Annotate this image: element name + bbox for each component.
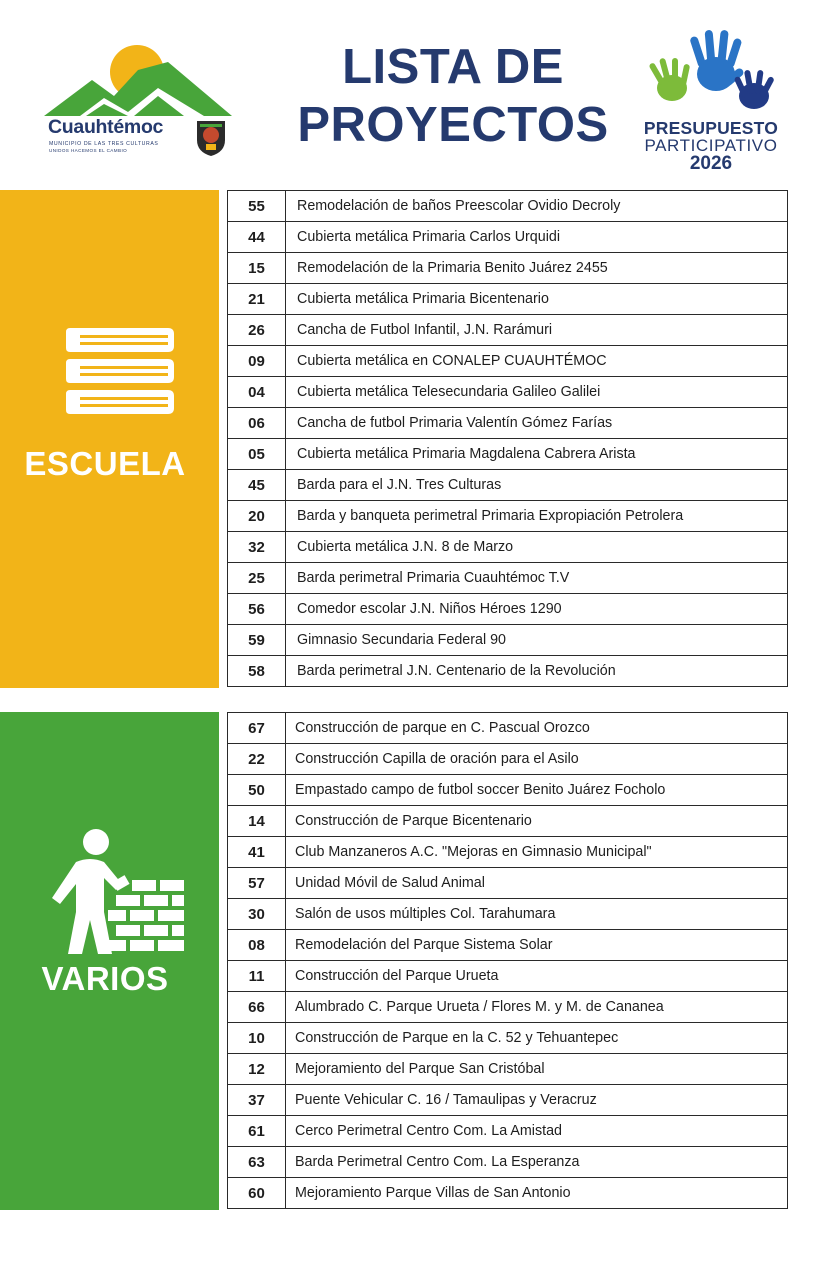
project-name: Cancha de futbol Primaria Valentín Gómez Farías — [297, 415, 613, 431]
table-row — [228, 775, 787, 806]
project-number: 05 — [228, 439, 286, 469]
table-row — [228, 656, 787, 687]
table-row — [228, 992, 787, 1023]
project-number: 58 — [228, 656, 286, 686]
table-row — [228, 284, 787, 315]
project-number: 15 — [228, 253, 286, 283]
presupuesto-participativo-logo — [630, 30, 800, 180]
table-row — [228, 868, 787, 899]
worker-building-wall-icon — [46, 828, 190, 956]
table-row — [228, 837, 787, 868]
project-name: Barda para el J.N. Tres Culturas — [297, 477, 502, 493]
project-name: Unidad Móvil de Salud Animal — [295, 875, 485, 891]
table-row — [228, 377, 787, 408]
table-row — [228, 501, 787, 532]
table-row — [228, 1023, 787, 1054]
table-row — [228, 532, 787, 563]
table-row — [228, 315, 787, 346]
table-row — [228, 1054, 787, 1085]
municipal-shield-icon — [194, 118, 228, 158]
table-row — [228, 346, 787, 377]
participativo-label: PARTICIPATIVO — [644, 136, 778, 155]
project-name: Cancha de Futbol Infantil, J.N. Rarámuri — [297, 322, 553, 338]
project-name: Barda perimetral Primaria Cuauhtémoc T.V — [297, 570, 570, 586]
table-row — [228, 1147, 787, 1178]
table-row — [228, 713, 787, 744]
table-row — [228, 1116, 787, 1147]
project-number: 60 — [228, 1178, 286, 1208]
project-number: 12 — [228, 1054, 286, 1084]
project-number: 41 — [228, 837, 286, 867]
project-number: 04 — [228, 377, 286, 407]
table-row — [228, 930, 787, 961]
project-number: 67 — [228, 713, 286, 743]
project-number: 08 — [228, 930, 286, 960]
table-row — [228, 1085, 787, 1116]
hands-icon — [630, 30, 800, 116]
escuela-side-panel — [0, 190, 219, 688]
table-row — [228, 253, 787, 284]
project-name: Cubierta metálica J.N. 8 de Marzo — [297, 539, 514, 555]
table-row — [228, 470, 787, 501]
project-name: Barda Perimetral Centro Com. La Esperanza — [295, 1154, 580, 1170]
project-number: 55 — [228, 191, 286, 221]
varios-label: VARIOS — [41, 960, 169, 997]
project-number: 14 — [228, 806, 286, 836]
project-number: 30 — [228, 899, 286, 929]
project-name: Remodelación de la Primaria Benito Juárez 2455 — [297, 260, 608, 276]
presupuesto-label: PRESUPUESTO — [643, 118, 779, 138]
project-name: Cerco Perimetral Centro Com. La Amistad — [295, 1123, 562, 1139]
brand-tagline: MUNICIPIO DE LAS TRES CULTURAS — [49, 141, 159, 147]
title-line-1: LISTA DE — [342, 40, 564, 94]
project-number: 11 — [228, 961, 286, 991]
project-name: Puente Vehicular C. 16 / Tamaulipas y Veracruz — [295, 1092, 597, 1108]
project-name: Mejoramiento del Parque San Cristóbal — [295, 1061, 545, 1077]
project-number: 56 — [228, 594, 286, 624]
project-number: 45 — [228, 470, 286, 500]
project-name: Construcción del Parque Urueta — [295, 968, 499, 984]
project-number: 09 — [228, 346, 286, 376]
table-row — [228, 439, 787, 470]
mountains-sun-icon — [44, 40, 234, 120]
project-name: Salón de usos múltiples Col. Tarahumara — [295, 906, 556, 922]
project-number: 63 — [228, 1147, 286, 1177]
escuela-projects-table — [227, 190, 788, 687]
project-number: 50 — [228, 775, 286, 805]
project-name: Empastado campo de futbol soccer Benito Juárez Focholo — [295, 782, 666, 798]
table-row — [228, 222, 787, 253]
brand-tagline-secondary: UNIDOS HACEMOS EL CAMBIO — [49, 148, 128, 153]
table-row — [228, 408, 787, 439]
project-name: Construcción de parque en C. Pascual Orozco — [295, 720, 590, 736]
year-label: 2026 — [689, 153, 733, 174]
project-number: 10 — [228, 1023, 286, 1053]
project-name: Barda perimetral J.N. Centenario de la Revolución — [297, 663, 616, 679]
project-number: 06 — [228, 408, 286, 438]
project-number: 59 — [228, 625, 286, 655]
table-row — [228, 594, 787, 625]
table-row — [228, 899, 787, 930]
project-name: Cubierta metálica en CONALEP CUAUHTÉMOC — [297, 353, 607, 369]
project-name: Cubierta metálica Primaria Bicentenario — [297, 291, 549, 307]
table-row — [228, 191, 787, 222]
project-name: Remodelación de baños Preescolar Ovidio Decroly — [297, 198, 621, 214]
project-name: Cubierta metálica Primaria Magdalena Cabrera Arista — [297, 446, 636, 462]
varios-side-panel — [0, 712, 219, 1210]
table-row — [228, 625, 787, 656]
project-number: 61 — [228, 1116, 286, 1146]
project-name: Cubierta metálica Telesecundaria Galileo Galilei — [297, 384, 601, 400]
page-title — [270, 38, 636, 154]
project-number: 66 — [228, 992, 286, 1022]
project-name: Remodelación del Parque Sistema Solar — [295, 937, 553, 953]
project-number: 20 — [228, 501, 286, 531]
project-number: 26 — [228, 315, 286, 345]
varios-projects-table — [227, 712, 788, 1209]
table-row — [228, 744, 787, 775]
cuauhtemoc-logo — [44, 40, 234, 165]
project-number: 57 — [228, 868, 286, 898]
project-name: Construcción Capilla de oración para el Asilo — [295, 751, 579, 767]
table-row — [228, 961, 787, 992]
table-row — [228, 1178, 787, 1209]
brand-name: Cuauhtémoc — [48, 116, 164, 138]
project-name: Alumbrado C. Parque Urueta / Flores M. y M. de Cananea — [295, 999, 664, 1015]
project-number: 25 — [228, 563, 286, 593]
project-number: 21 — [228, 284, 286, 314]
project-number: 32 — [228, 532, 286, 562]
project-name: Construcción de Parque Bicentenario — [295, 813, 532, 829]
project-name: Mejoramiento Parque Villas de San Antonio — [295, 1185, 571, 1201]
table-row — [228, 806, 787, 837]
project-number: 22 — [228, 744, 286, 774]
project-name: Comedor escolar J.N. Niños Héroes 1290 — [297, 601, 562, 617]
title-line-2: PROYECTOS — [297, 98, 609, 152]
project-name: Gimnasio Secundaria Federal 90 — [297, 632, 507, 648]
table-row — [228, 563, 787, 594]
project-name: Club Manzaneros A.C. "Mejoras en Gimnasio Municipal" — [295, 844, 652, 860]
project-name: Barda y banqueta perimetral Primaria Expropiación Petrolera — [297, 508, 684, 524]
project-number: 44 — [228, 222, 286, 252]
escuela-label: ESCUELA — [24, 445, 186, 482]
project-name: Cubierta metálica Primaria Carlos Urquidi — [297, 229, 560, 245]
books-icon — [62, 324, 176, 420]
project-name: Construcción de Parque en la C. 52 y Tehuantepec — [295, 1030, 619, 1046]
project-number: 37 — [228, 1085, 286, 1115]
